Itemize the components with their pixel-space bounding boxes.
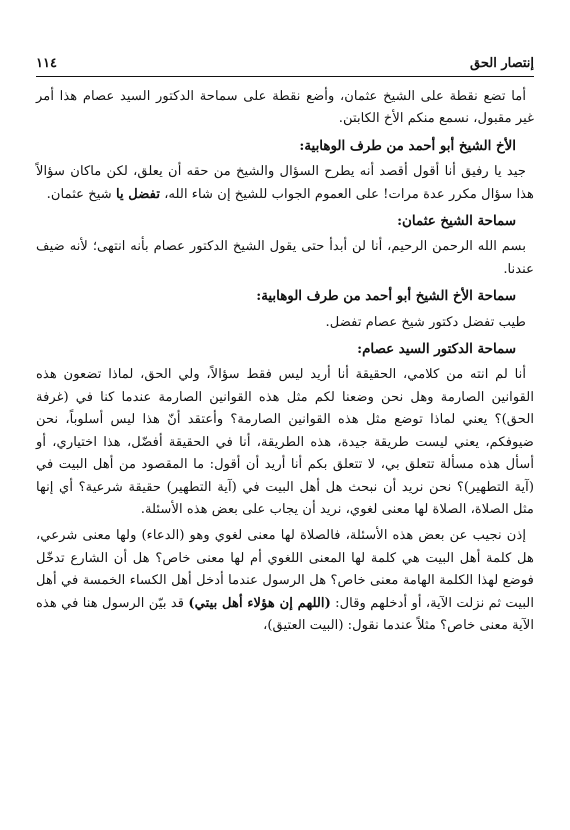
paragraph-3: بسم الله الرحمن الرحيم، أنا لن أبدأ حتى يقول الشيخ الدكتور عصام بأنه انتهى؛ لأنه ضيف عندنا. [36,239,534,277]
page-number: ١١٤ [36,56,57,71]
paragraph-2 [36,161,534,206]
paragraph-1: أما تضع نقطة على الشيخ عثمان، وأضع نقطة على سماحة الدكتور السيد عصام هذا أمر غير مقبول، نسمع منكم الأخ الكابتن. [36,89,534,127]
speaker-heading-3: سماحة الأخ الشيخ أبو أحمد من طرف الوهابية: [256,288,516,305]
page-header [36,46,534,77]
paragraph-2-bold: تفضل يا [115,186,161,202]
page-body [36,86,534,641]
speaker-heading-2: سماحة الشيخ عثمان: [397,213,516,230]
paragraph-5: أنا لم انته من كلامي، الحقيقة أنا أريد ليس فقط سؤالاً، ولي الحق، لماذا تضعون هذه القوانين الصارمة وهل نحن وضعنا لكم مثل هذه القوانين الصارمة عندما كنا في (غرفة الحق)؟ يعني لماذا توضع مثل هذه القوانين الصارمة؟ وأعتقد أنّ هذا ليس أسلوباً، نحن ضيوفكم، يعني ليست طريقة جيدة، هذه الطريقة، أنا في الحقيقة أفضّل، هذا اختياري، أو أسأل هذه مسألة تتعلق بي، لا تتعلق بكم أنا أريد أن أقول: ما المقصود من أهل البيت في (آية التطهير)؟ نحن نريد أن نبحث هل أهل البيت في (آية التطهير) حقيقة شرعية؟ أي إنها مثل الصلاة، الصلاة لها معنى لغوي، نريد أن يجاب على بعض هذه الأسئلة. [36,367,534,517]
paragraph-2-end: شيخ عثمان. [46,186,112,202]
paragraph-6 [36,525,534,637]
paragraph-4: طيب تفضل دكتور شيخ عصام تفضل. [325,314,526,330]
speaker-heading-1: الأخ الشيخ أبو أحمد من طرف الوهابية: [299,137,516,154]
speaker-heading-4: سماحة الدكتور السيد عصام: [357,341,516,358]
running-title: إنتصار الحق [470,56,534,71]
paragraph-6-bold: (اللهم إن هؤلاء أهل بيتي) [188,595,331,611]
paragraph-6-text: إذن نجيب عن بعض هذه الأسئلة، فالصلاة لها معنى لغوي وهو (الدعاء) ولها معنى شرعي، هل كلمة أهل البيت هي كلمة لها المعنى اللغوي أم لها معنى خاص؟ هل أن الشارع تدخّل فوضع لهذا الكلمة الهامة معنى خاص؟ هل الرسول عندما أدخل أهل الكساء الخمسة في أهل البيت ثم نزلت الآية، أو أدخلهم وقال: [36,528,534,611]
paragraph-6-end: قد بيّن الرسول هنا في هذه الآية معنى خاص؟ مثلاً عندما نقول: (البيت العتيق)، [36,595,534,633]
paragraph-2-text: جيد يا رفيق أنا أقول أقصد أنه يطرح السؤال والشيخ من حقه أن يعلق، لكن ماكان سؤالاً هذا سؤال مكرر عدة مرات! على العموم الجواب للشيخ إن شاء الله، [36,164,534,202]
